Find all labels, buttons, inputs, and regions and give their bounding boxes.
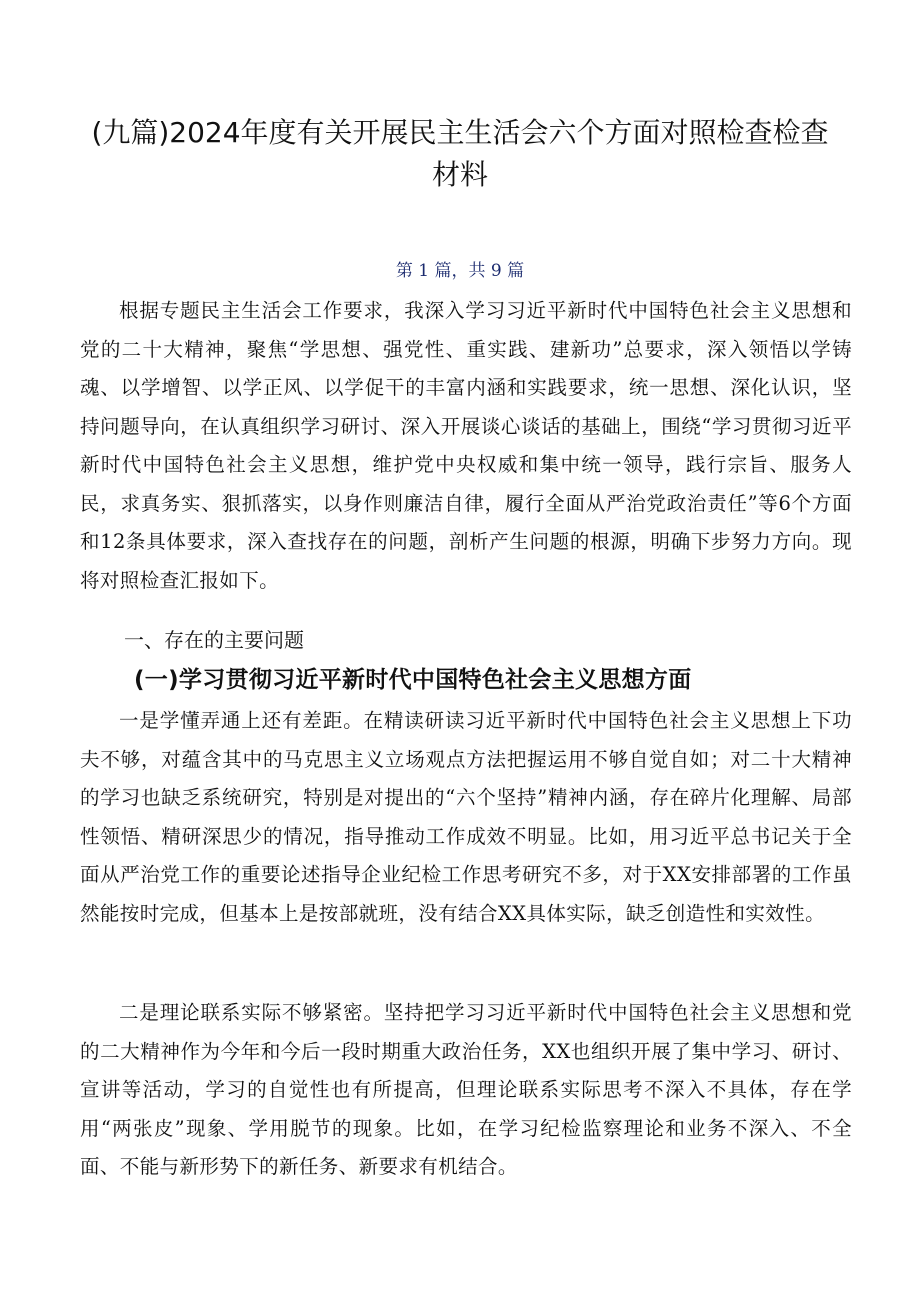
section-heading: 一、存在的主要问题: [124, 628, 304, 652]
body-paragraph-1: 一是学懂弄通上还有差距。在精读研读习近平新时代中国特色社会主义思想上下功夫不够，对蕴含其中的马克思主义立场观点方法把握运用不够自觉自如；对二十大精神的学习也缺乏系统研究，特别是对提出的“六个坚持”精神内涵，存在碎片化理解、局部性领悟、精研深思少的情况，指导推动工作成效不明显。比如，用习近平总书记关于全面从严治党工作的重要论述指导企业纪检工作思考研究不多，对于XX安排部署的工作虽然能按时完成，但基本上是按部就班，没有结合XX具体实际，缺乏创造性和实效性。: [80, 709, 852, 925]
intro-paragraph: 根据专题民主生活会工作要求，我深入学习习近平新时代中国特色社会主义思想和党的二十大精神，聚焦“学思想、强党性、重实践、建新功”总要求，深入领悟以学铸魂、以学增智、以学正风、以学促干的丰富内涵和实践要求，统一思想、深化认识，坚持问题导向，在认真组织学习研讨、深入开展谈心谈话的基础上，围绕“学习贯彻习近平新时代中国特色社会主义思想，维护党中央权威和集中统一领导，践行宗旨、服务人民，求真务实、狠抓落实，以身作则廉洁自律，履行全面从严治党政治责任”等6个方面和12条具体要求，深入查找存在的问题，剖析产生问题的根源，明确下步努力方向。现将对照检查汇报如下。: [80, 299, 852, 592]
page-indicator: 第 1 篇，共 9 篇: [395, 261, 525, 281]
document-title: (九篇)2024年度有关开展民主生活会六个方面对照检查检查材料: [91, 116, 829, 191]
subsection-heading: (一)学习贯彻习近平新时代中国特色社会主义思想方面: [134, 667, 692, 693]
body-paragraph-2: 二是理论联系实际不够紧密。坚持把学习习近平新时代中国特色社会主义思想和党的二大精神作为今年和今后一段时期重大政治任务，XX也组织开展了集中学习、研讨、宣讲等活动，学习的自觉性也有所提高，但理论联系实际思考不深入不具体，存在学用“两张皮”现象、学用脱节的现象。比如，在学习纪检监察理论和业务不深入、不全面、不能与新形势下的新任务、新要求有机结合。: [80, 1001, 852, 1178]
